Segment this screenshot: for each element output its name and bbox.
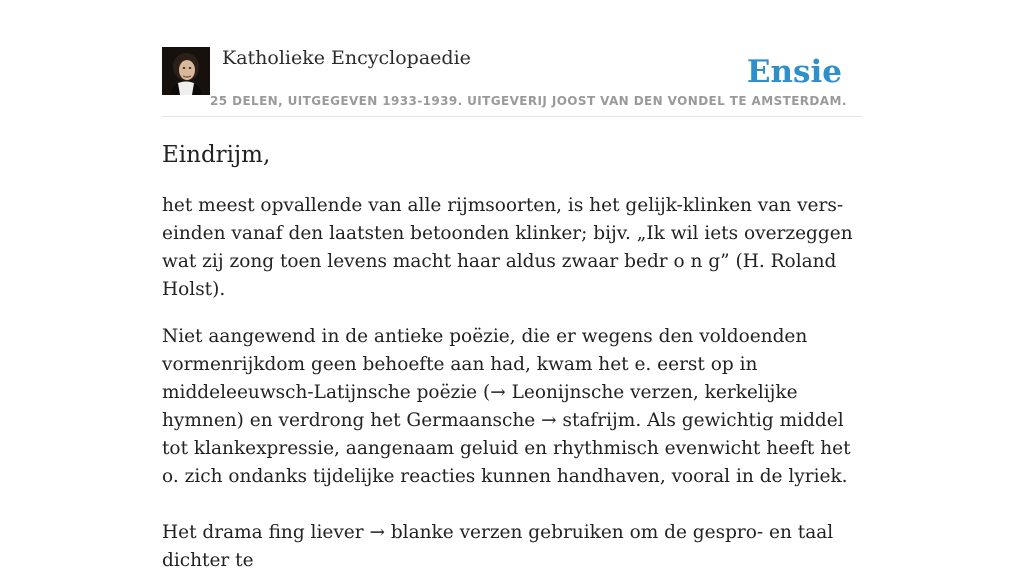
- publication-description: 25 DELEN, UITGEGEVEN 1933-1939. UITGEVERIJ JOOST VAN DEN VONDEL TE AMSTERDAM.: [210, 94, 847, 108]
- article-paragraph: Niet aangewend in de antieke poëzie, die er wegens den voldoenden vormenrijkdom geen behoefte aan had, kwam het e. eerst op in middeleeuwsch-Latijnsche poëzie (→ Leonijnsche verzen, kerkelijke hymnen) en verdrong het Germaansche → stafrijm. Als gewichtig middel tot klankexpressie, aangenaam geluid en rhythmisch evenwicht heeft het o. zich ondanks tijdelijke reacties kunnen handhaven, vooral in de lyriek.: [162, 326, 851, 487]
- article-paragraph: het meest opvallende van alle rijmsoorten, is het gelijk-klinken van vers-einden vanaf den laatsten betoonden klinker; bijv. „Ik wil iets overzeggen wat zij zong toen levens macht haar aldus zwaar bedr o n g” (H. Roland Holst).: [162, 195, 853, 300]
- article-title: Eindrijm,: [162, 142, 271, 168]
- portrait-icon: [162, 47, 210, 95]
- publication-avatar[interactable]: [162, 47, 210, 95]
- ensie-logo-link[interactable]: Ensie: [746, 54, 842, 90]
- article-content: [162, 138, 862, 575]
- publication-title[interactable]: Katholieke Encyclopaedie: [222, 47, 471, 69]
- publication-header: [162, 46, 862, 117]
- article-paragraph: Het drama fing liever → blanke verzen gebruiken om de gespro- en taal dichter te: [162, 522, 834, 571]
